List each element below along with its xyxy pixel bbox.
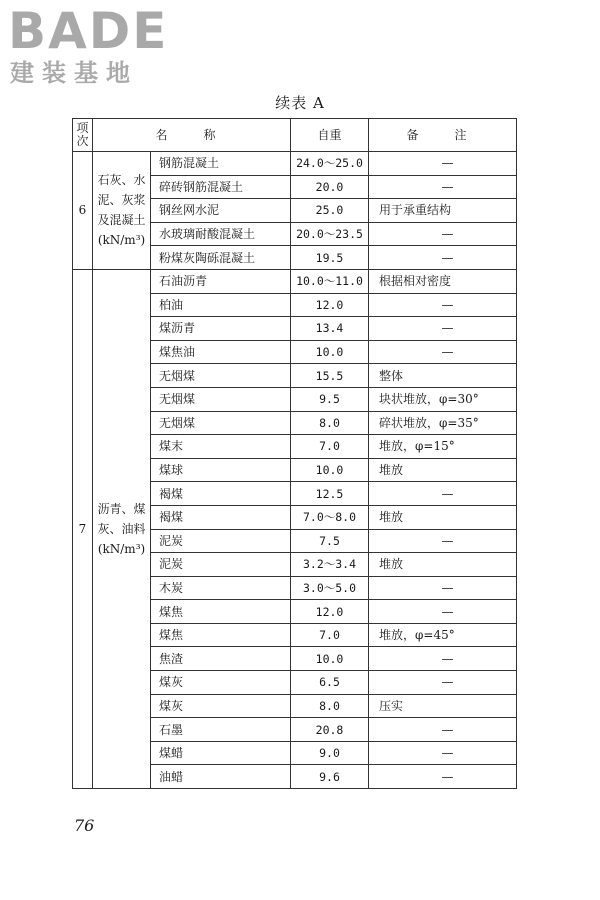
- material-weight: 20.0～23.5: [291, 222, 369, 246]
- material-note: —: [369, 647, 517, 671]
- material-name: 柏油: [151, 293, 291, 317]
- material-name: 石油沥青: [151, 269, 291, 293]
- material-note: —: [369, 293, 517, 317]
- material-weight: 9.0: [291, 741, 369, 765]
- material-weight: 12.0: [291, 600, 369, 624]
- material-note: 碎状堆放，φ=35°: [369, 411, 517, 435]
- material-weight: 10.0: [291, 340, 369, 364]
- table-row: [73, 269, 517, 293]
- material-note: 堆放: [369, 505, 517, 529]
- material-weight: 9.6: [291, 765, 369, 789]
- material-name: 钢丝网水泥: [151, 199, 291, 223]
- table-row: [73, 152, 517, 176]
- material-name: 泥炭: [151, 553, 291, 577]
- material-note: —: [369, 340, 517, 364]
- table-body: [73, 152, 517, 789]
- material-note: —: [369, 741, 517, 765]
- material-weight: 24.0～25.0: [291, 152, 369, 176]
- material-note: —: [369, 175, 517, 199]
- material-note: —: [369, 529, 517, 553]
- table-caption: 续表 A: [275, 94, 325, 112]
- header-name: 名 称: [93, 119, 291, 152]
- material-note: 用于承重结构: [369, 199, 517, 223]
- header-weight: 自重: [291, 119, 369, 152]
- material-name: 煤沥青: [151, 317, 291, 341]
- material-weight: 3.0～5.0: [291, 576, 369, 600]
- material-note: 根据相对密度: [369, 269, 517, 293]
- material-name: 褐煤: [151, 482, 291, 506]
- material-note: 整体: [369, 364, 517, 388]
- material-weight: 8.0: [291, 411, 369, 435]
- material-note: 压实: [369, 694, 517, 718]
- group-number: 7: [73, 269, 93, 788]
- material-weight: 15.5: [291, 364, 369, 388]
- material-weight: 13.4: [291, 317, 369, 341]
- header-note: 备 注: [369, 119, 517, 152]
- material-weight: 12.5: [291, 482, 369, 506]
- material-name: 油蜡: [151, 765, 291, 789]
- page-number: 76: [74, 816, 95, 835]
- material-name: 钢筋混凝土: [151, 152, 291, 176]
- material-weight: 10.0～11.0: [291, 269, 369, 293]
- material-weight: 10.0: [291, 458, 369, 482]
- material-note: 堆放，φ=15°: [369, 435, 517, 459]
- material-name: 无烟煤: [151, 387, 291, 411]
- material-name: 水玻璃耐酸混凝土: [151, 222, 291, 246]
- material-name: 石墨: [151, 718, 291, 742]
- material-name: 褐煤: [151, 505, 291, 529]
- material-note: 堆放: [369, 458, 517, 482]
- material-note: —: [369, 152, 517, 176]
- material-name: 煤焦: [151, 623, 291, 647]
- group-category: 沥青、煤灰、油料(kN/m³): [93, 269, 151, 788]
- material-weight: 7.0～8.0: [291, 505, 369, 529]
- material-note: —: [369, 482, 517, 506]
- material-weight: 7.5: [291, 529, 369, 553]
- logo: [8, 2, 178, 90]
- material-note: —: [369, 576, 517, 600]
- material-name: 煤球: [151, 458, 291, 482]
- group-category: 石灰、水泥、灰浆及混凝土(kN/m³): [93, 152, 151, 270]
- material-name: 粉煤灰陶砾混凝土: [151, 246, 291, 270]
- material-weight: 20.8: [291, 718, 369, 742]
- material-weight: 7.0: [291, 623, 369, 647]
- material-weight: 7.0: [291, 435, 369, 459]
- material-note: —: [369, 317, 517, 341]
- material-weight: 19.5: [291, 246, 369, 270]
- material-name: 煤蜡: [151, 741, 291, 765]
- material-name: 泥炭: [151, 529, 291, 553]
- material-note: —: [369, 671, 517, 695]
- material-note: —: [369, 765, 517, 789]
- material-weight: 8.0: [291, 694, 369, 718]
- material-note: —: [369, 718, 517, 742]
- material-weight: 12.0: [291, 293, 369, 317]
- material-name: 煤灰: [151, 694, 291, 718]
- material-note: 块状堆放，φ=30°: [369, 387, 517, 411]
- material-weight: 3.2～3.4: [291, 553, 369, 577]
- material-weight: 10.0: [291, 647, 369, 671]
- material-weight: 20.0: [291, 175, 369, 199]
- weight-table: [72, 118, 517, 789]
- logo-subtitle: 建装基地: [10, 59, 138, 87]
- table-header-row: [73, 119, 517, 152]
- material-note: —: [369, 600, 517, 624]
- material-note: 堆放: [369, 553, 517, 577]
- material-name: 煤灰: [151, 671, 291, 695]
- material-name: 木炭: [151, 576, 291, 600]
- material-weight: 9.5: [291, 387, 369, 411]
- material-name: 焦渣: [151, 647, 291, 671]
- material-name: 煤末: [151, 435, 291, 459]
- material-weight: 25.0: [291, 199, 369, 223]
- logo-word: BADE: [8, 2, 169, 60]
- material-name: 煤焦: [151, 600, 291, 624]
- material-name: 无烟煤: [151, 364, 291, 388]
- group-number: 6: [73, 152, 93, 270]
- material-weight: 6.5: [291, 671, 369, 695]
- material-name: 碎砖钢筋混凝土: [151, 175, 291, 199]
- header-no: 项次: [73, 119, 93, 152]
- material-name: 无烟煤: [151, 411, 291, 435]
- material-note: —: [369, 246, 517, 270]
- material-note: 堆放，φ=45°: [369, 623, 517, 647]
- material-note: —: [369, 222, 517, 246]
- material-name: 煤焦油: [151, 340, 291, 364]
